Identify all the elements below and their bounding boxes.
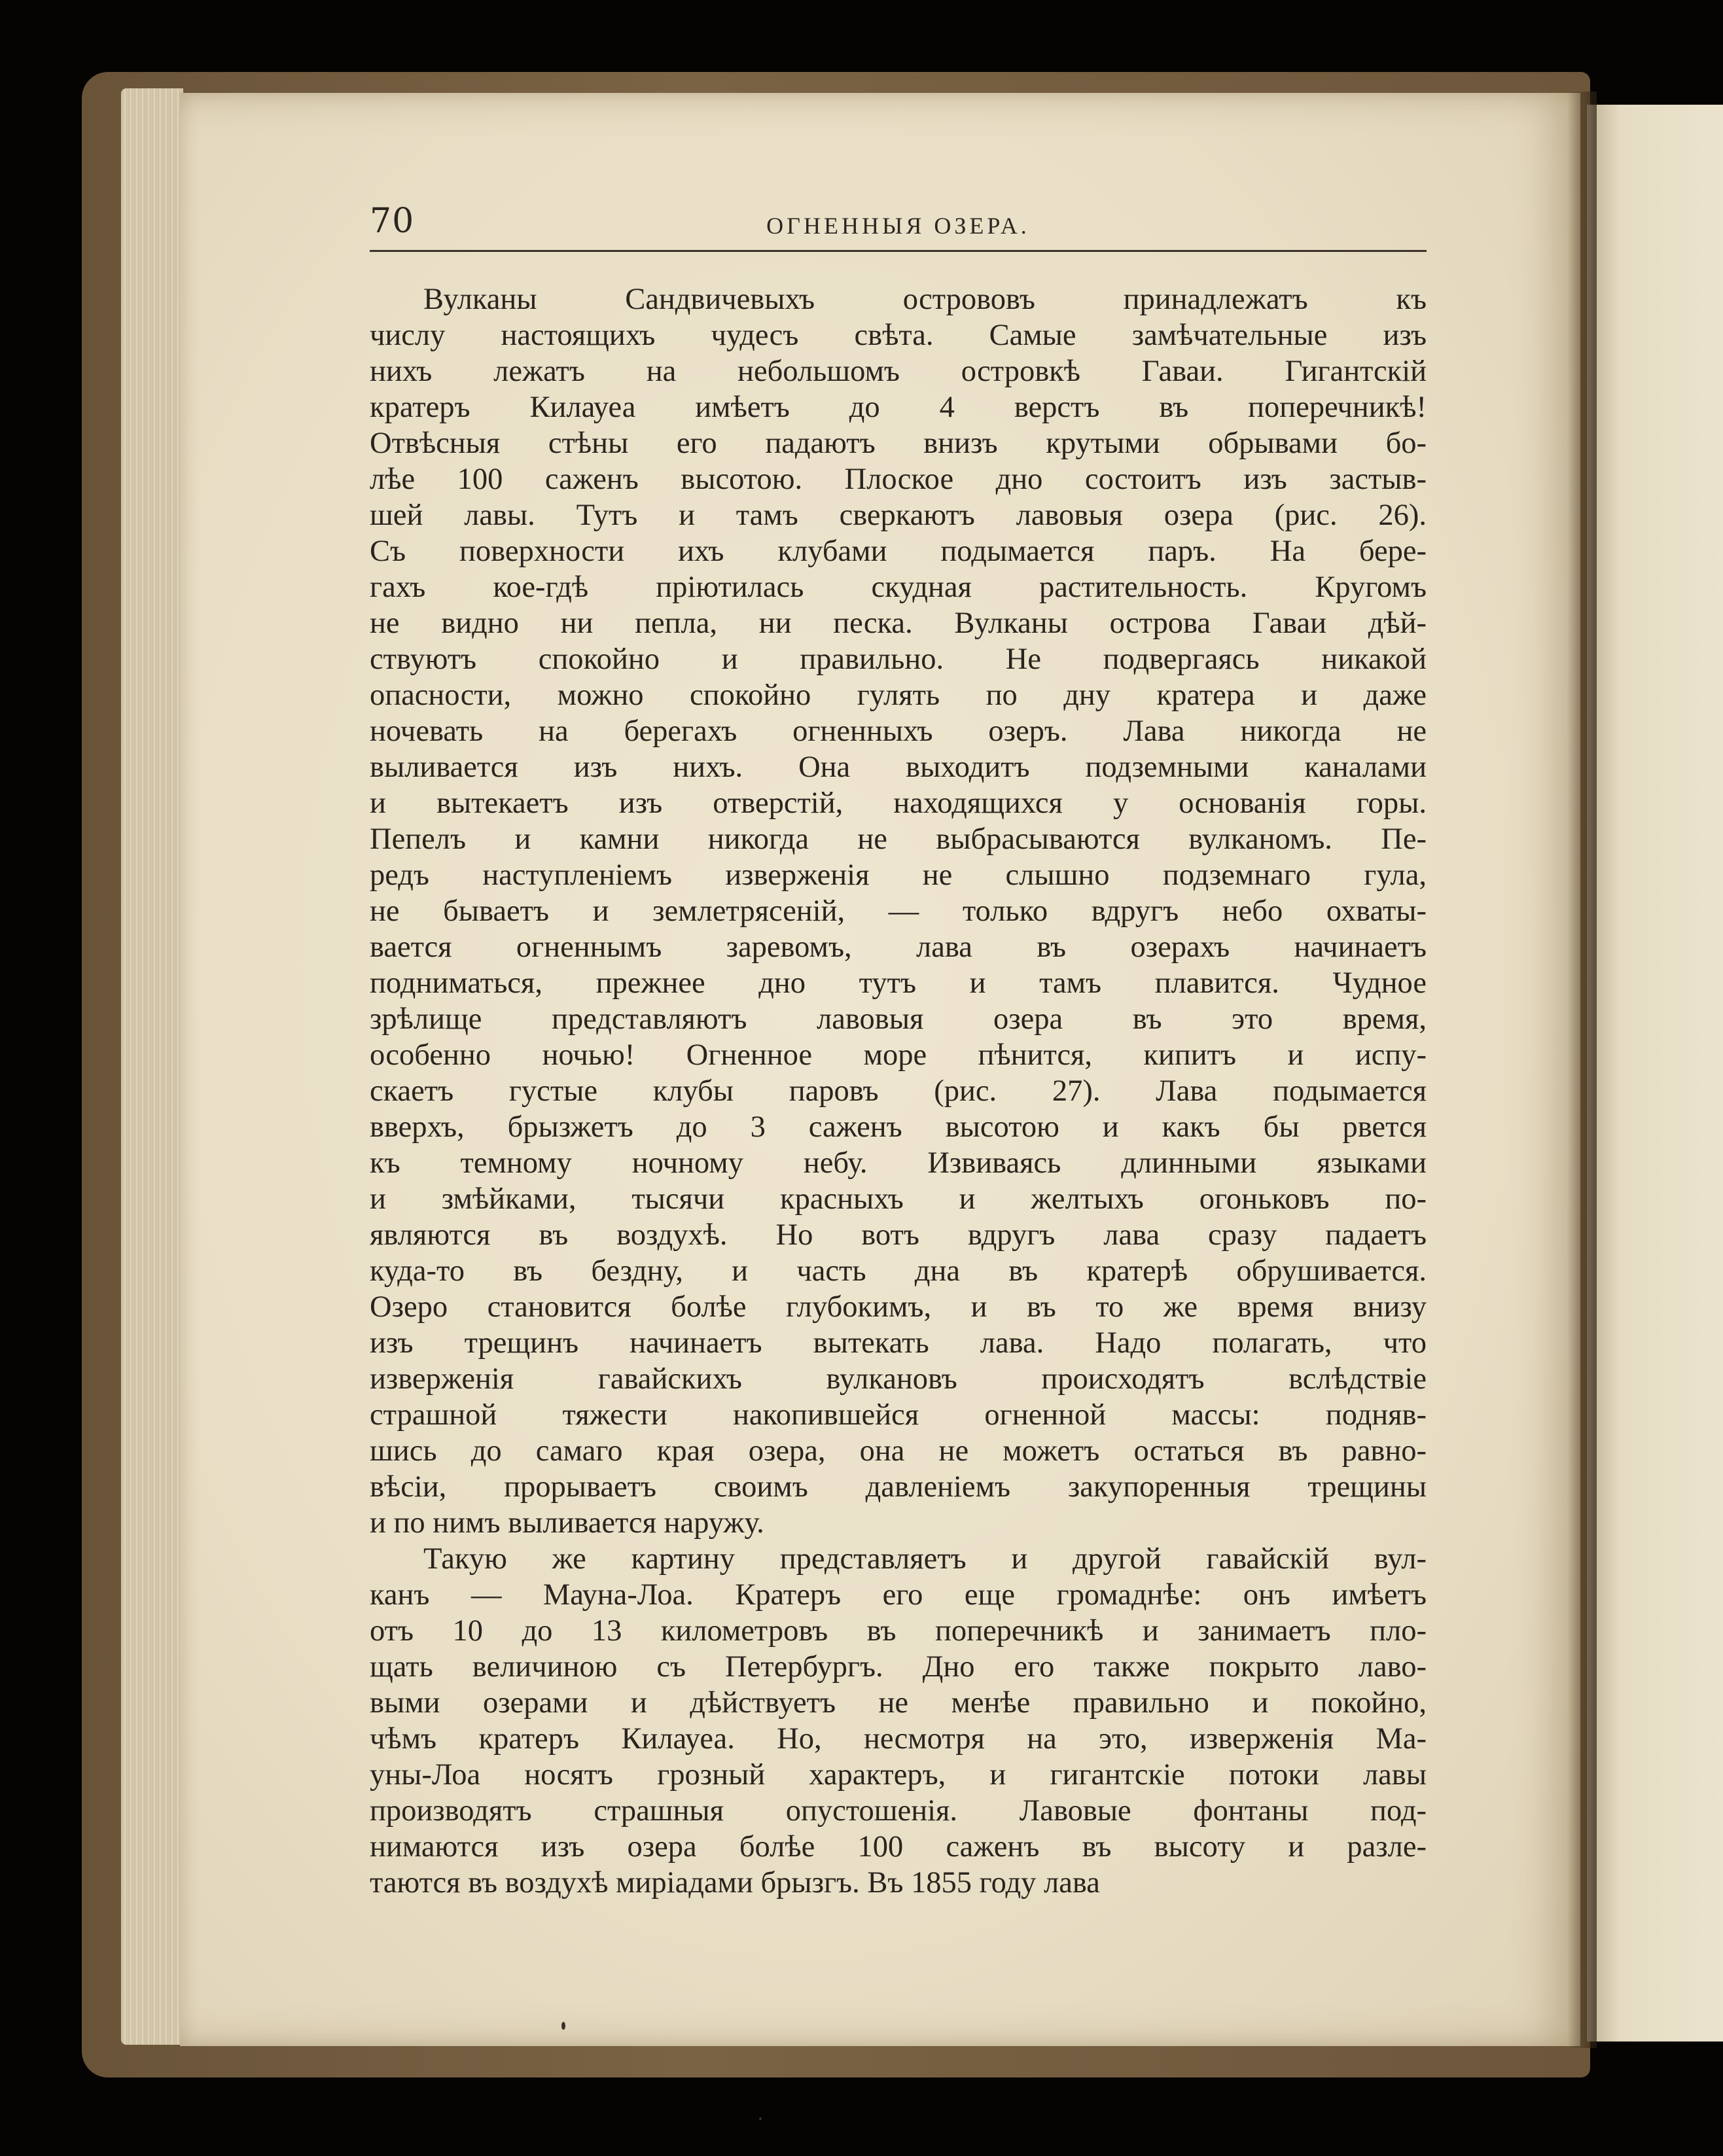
text-line: вается огненнымъ заревомъ, лава въ озерахъ начинаетъ	[370, 930, 1427, 964]
text-line: Вулканы Сандвичевыхъ острововъ принадлежатъ къ	[423, 283, 1427, 316]
text-line: изверженія гавайскихъ вулкановъ происходятъ вслѣдствіе	[370, 1362, 1427, 1396]
text-line: не видно ни пепла, ни песка. Вулканы острова Гаваи дѣй-	[370, 607, 1427, 640]
text-line: Озеро становится болѣе глубокимъ, и въ то же время внизу	[370, 1290, 1427, 1324]
text-line: Пепелъ и камни никогда не выбрасываются вулканомъ. Пе-	[370, 822, 1427, 856]
page-header	[370, 196, 1427, 255]
paragraph	[370, 1541, 1427, 1901]
text-line: и по нимъ выливается наружу.	[370, 1506, 764, 1540]
text-line: отъ 10 до 13 километровъ въ поперечникѣ и занимаетъ пло-	[370, 1614, 1427, 1648]
text-line: канъ — Мауна-Лоа. Кратеръ его еще громаднѣе: онъ имѣетъ	[370, 1578, 1427, 1612]
text-line: щать величиною съ Петербургъ. Дно его также покрыто лаво-	[370, 1650, 1427, 1684]
paragraph	[370, 281, 1427, 1541]
text-line: скаетъ густые клубы паровъ (рис. 27). Лава подымается	[370, 1074, 1427, 1108]
text-line: гахъ кое-гдѣ пріютилась скудная растительность. Кругомъ	[370, 571, 1427, 604]
text-line: шись до самаго края озера, она не можетъ остаться въ равно-	[370, 1434, 1427, 1468]
text-line: зрѣлище представляютъ лавовыя озера въ это время,	[370, 1002, 1427, 1036]
page-gutter	[1567, 92, 1597, 2048]
text-line: куда-то въ бездну, и часть дна въ кратерѣ обрушивается.	[370, 1254, 1427, 1288]
text-line: Такую же картину представляетъ и другой гавайскій вул-	[423, 1542, 1427, 1576]
text-line: Отвѣсныя стѣны его падаютъ внизъ крутыми обрывами бо-	[370, 427, 1427, 460]
text-line: изъ трещинъ начинаетъ вытекать лава. Надо полагать, что	[370, 1326, 1427, 1360]
text-line: выми озерами и дѣйствуетъ не менѣе правильно и покойно,	[370, 1686, 1427, 1720]
text-line: и вытекаетъ изъ отверстій, находящихся у основанія горы.	[370, 786, 1427, 820]
text-line: таются въ воздухѣ миріадами брызгъ. Въ 1855 году лава	[370, 1866, 1100, 1900]
running-head: ОГНЕННЫЯ ОЗЕРА.	[766, 213, 1030, 239]
text-line: и змѣйками, тысячи красныхъ и желтыхъ огоньковъ по-	[370, 1182, 1427, 1216]
text-line: страшной тяжести накопившейся огненной массы: подняв-	[370, 1398, 1427, 1432]
text-line: производятъ страшныя опустошенія. Лавовые фонтаны под-	[370, 1794, 1427, 1828]
facing-page	[1587, 105, 1723, 2041]
text-line: лѣе 100 саженъ высотою. Плоское дно состоитъ изъ застыв-	[370, 463, 1427, 496]
text-line: Съ поверхности ихъ клубами подымается паръ. На бере-	[370, 535, 1427, 568]
text-line: ночевать на берегахъ огненныхъ озеръ. Лава никогда не	[370, 715, 1427, 748]
text-line: вѣсіи, прорываетъ своимъ давленіемъ закупоренныя трещины	[370, 1470, 1427, 1504]
text-line: являются въ воздухѣ. Но вотъ вдругъ лава сразу падаетъ	[370, 1218, 1427, 1252]
text-line: выливается изъ нихъ. Она выходитъ подземными каналами	[370, 751, 1427, 784]
text-line: подниматься, прежнее дно тутъ и тамъ плавится. Чудное	[370, 966, 1427, 1000]
page-number: 70	[370, 202, 415, 241]
text-line: шей лавы. Тутъ и тамъ сверкаютъ лавовыя озера (рис. 26).	[370, 499, 1427, 532]
text-line: особенно ночью! Огненное море пѣнится, кипитъ и испу-	[370, 1038, 1427, 1072]
text-line: чѣмъ кратеръ Килауеа. Но, несмотря на это, изверженія Ма-	[370, 1722, 1427, 1756]
text-line: къ темному ночному небу. Извиваясь длинными языками	[370, 1146, 1427, 1180]
text-line: редъ наступленіемъ изверженія не слышно подземнаго гула,	[370, 858, 1427, 892]
header-rule	[370, 250, 1427, 252]
paper-speck	[561, 2022, 565, 2030]
text-line: нихъ лежатъ на небольшомъ островкѣ Гаваи. Гигантскій	[370, 355, 1427, 388]
page-edges	[121, 88, 183, 2045]
text-line: опасности, можно спокойно гулять по дну кратера и даже	[370, 679, 1427, 712]
text-line: уны-Лоа носятъ грозный характеръ, и гигантскіе потоки лавы	[370, 1758, 1427, 1792]
text-line: вверхъ, брызжетъ до 3 саженъ высотою и какъ бы рвется	[370, 1110, 1427, 1144]
text-line: ствуютъ спокойно и правильно. Не подвергаясь никакой	[370, 643, 1427, 676]
text-line: кратеръ Килауеа имѣетъ до 4 верстъ въ поперечникѣ!	[370, 391, 1427, 424]
body-text	[370, 281, 1427, 1901]
text-line: числу настоящихъ чудесъ свѣта. Самые замѣчательные изъ	[370, 319, 1427, 352]
text-line: нимаются изъ озера болѣе 100 саженъ въ высоту и разле-	[370, 1830, 1427, 1864]
paper-speck	[759, 2117, 762, 2120]
text-line: не бываетъ и землетрясеній, — только вдругъ небо охваты-	[370, 894, 1427, 928]
